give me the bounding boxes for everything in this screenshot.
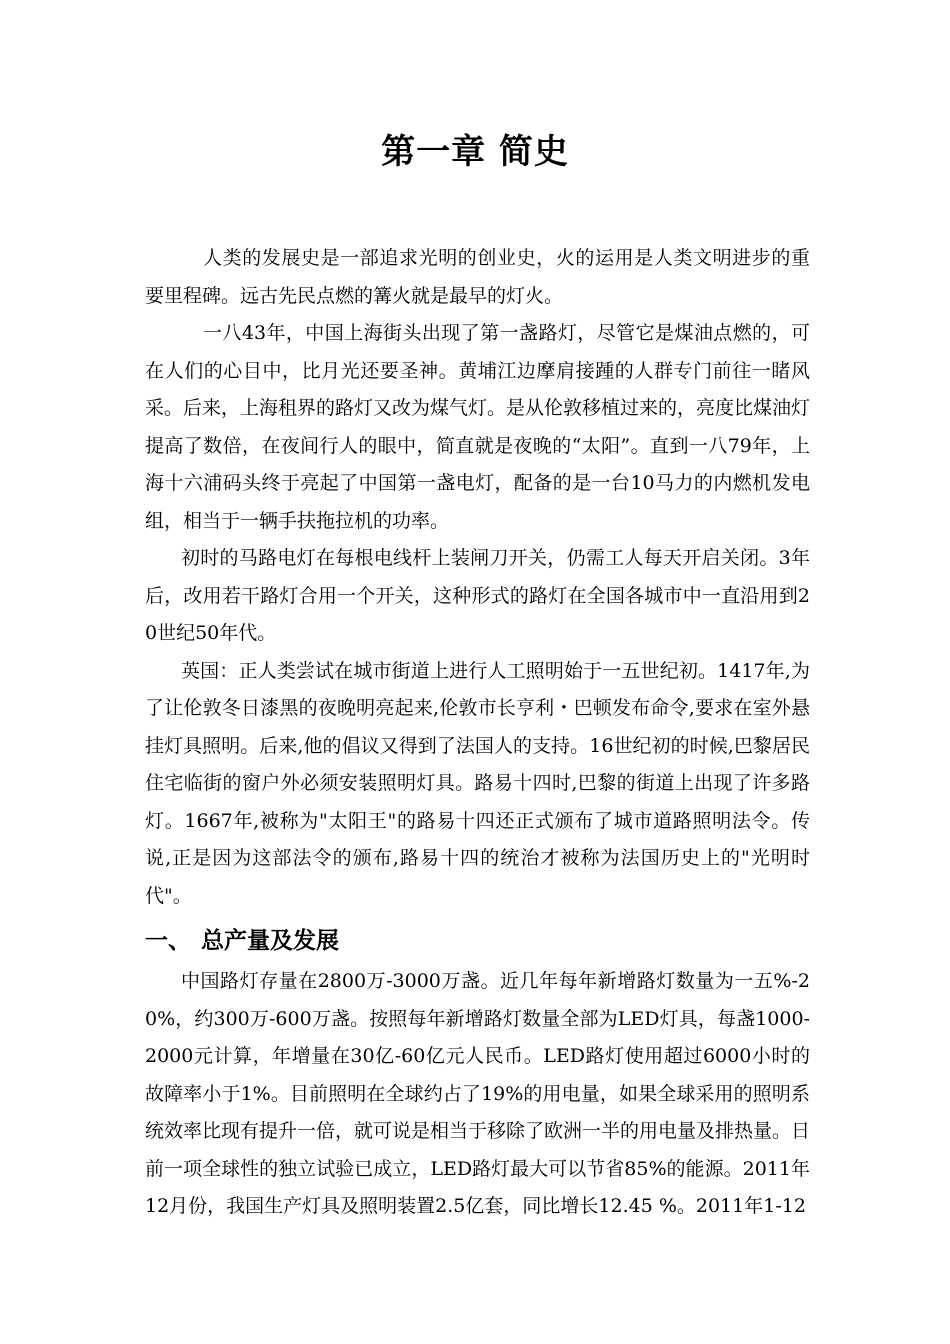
chapter-title: 第一章 简史 (381, 132, 569, 172)
paragraph-shanghai-history: 一八43年，中国上海街头出现了第一盏路灯，尽管它是煤油点燃的，可在人们的心目中，比月光还要圣神。黄埔江边摩肩接踵的人群专门前往一睹风采。后来，上海租界的路灯又改为煤气灯。是从伦敦移植过来的，亮度比煤油灯提高了数倍，在夜间行人的眼中，简直就是夜晚的“太阳”。直到一八79年，上海十六浦码头终于亮起了中国第一盏电灯，配备的是一台10马力的内燃机发电组，相当于一辆手扶拖拉机的功率。 (145, 322, 811, 532)
paragraph-output-development: 中国路灯存量在2800万-3000万盏。近几年每年新增路灯数量为一五%-20%，约300万-600万盏。按照每年新增路灯数量全部为LED灯具，每盏1000-2000元计算，年增量在30亿-60亿元人民币。LED路灯使用超过6000小时的故障率小于1%。目前照明在全球约占了19%的用电量，如果全球采用的照明系统效率比现有提升一倍，就可说是相当于移除了欧洲一半的用电量及排热量。日前一项全球性的独立试验已成立，LED路灯最大可以节省85%的能源。2011年12月份，我国生产灯具及照明装置2.5亿套，同比增长12.45 %。2011年1-12 (145, 970, 811, 1217)
document-body (145, 240, 810, 1226)
section-title: 总产量及发展 (201, 928, 339, 954)
paragraph-early-street-lights: 初时的马路电灯在每根电线杆上装闸刀开关，仍需工人每天开启关闭。3年后，改用若干路灯合用一个开关，这种形式的路灯在全国各城市中一直沿用到20世纪50年代。 (145, 547, 810, 644)
paragraph-intro: 人类的发展史是一部追求光明的创业史，火的运用是人类文明进步的重要里程碑。远古先民点燃的篝火就是最早的灯火。 (145, 247, 810, 307)
paragraph-england-history: 英国：正人类尝试在城市街道上进行人工照明始于一五世纪初。1417年,为了让伦敦冬日漆黑的夜晚明亮起来,伦敦市长亨利・巴顿发布命令,要求在室外悬挂灯具照明。后来,他的倡议又得到了法国人的支持。16世纪初的时候,巴黎居民住宅临街的窗户外必须安装照明灯具。路易十四时,巴黎的街道上出现了许多路灯。1667年,被称为"太阳王"的路易十四还正式颁布了城市道路照明法令。传说,正是因为这部法令的颁布,路易十四的统治才被称为法国历史上的"光明时代"。 (145, 659, 810, 907)
section-heading (145, 921, 810, 961)
section-number: 一、 (145, 928, 191, 954)
